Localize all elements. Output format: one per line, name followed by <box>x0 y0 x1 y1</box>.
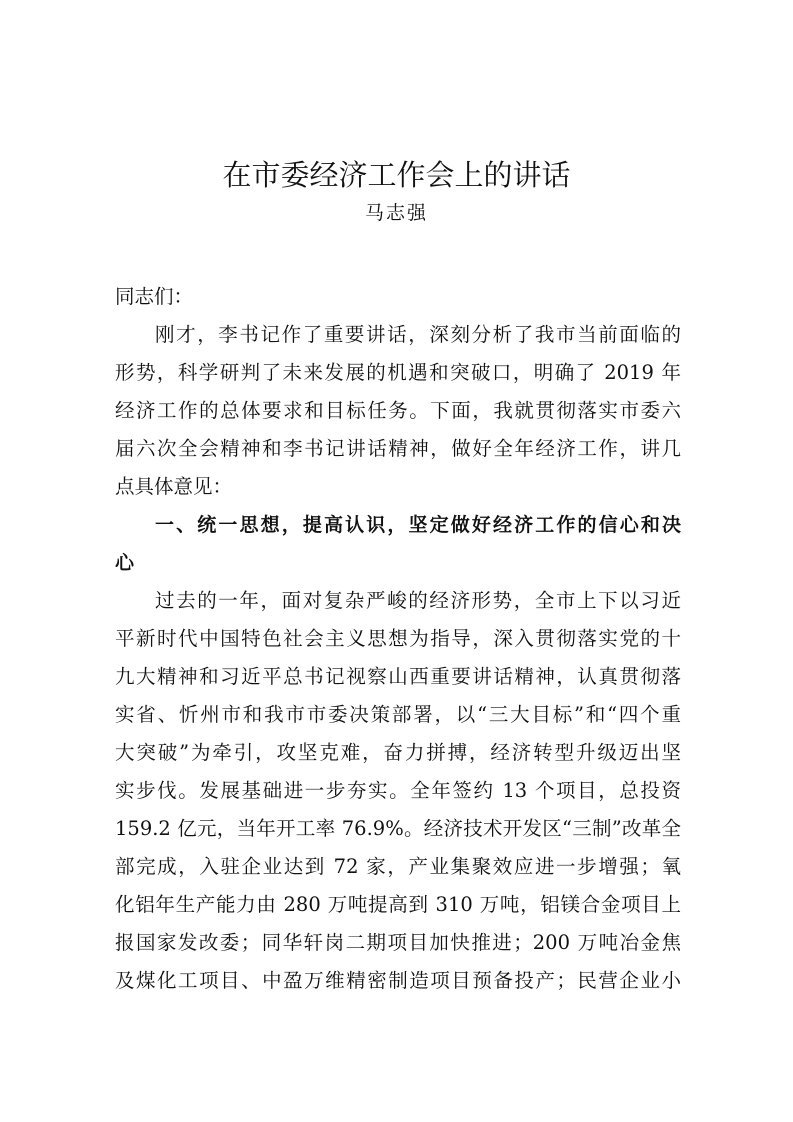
paragraph-line: 经济工作的总体要求和目标任务。下面，我就贯彻落实市委六 <box>115 399 681 422</box>
paragraph-line: 届六次全会精神和李书记讲话精神，做好全年经济工作，讲几 <box>115 437 681 460</box>
paragraph-line: 化铝年生产能力由 280 万吨提高到 310 万吨，铝镁合金项目上 <box>115 893 681 916</box>
paragraph-line: 点具体意见： <box>115 475 233 498</box>
paragraph-line: 部完成，入驻企业达到 72 家，产业集聚效应进一步增强；氧 <box>115 855 681 878</box>
paragraph-line: 刚才，李书记作了重要讲话，深刻分析了我市当前面临的 <box>155 323 681 346</box>
document-title: 在市委经济工作会上的讲话 <box>222 158 571 192</box>
paragraph-line: 大突破”为牵引，攻坚克难，奋力拼搏，经济转型升级迈出坚 <box>115 741 681 764</box>
paragraph-line: 九大精神和习近平总书记视察山西重要讲话精神，认真贯彻落 <box>115 665 681 688</box>
section-heading: 心 <box>115 552 135 574</box>
paragraph-line: 平新时代中国特色社会主义思想为指导，深入贯彻落实党的十 <box>115 627 681 650</box>
paragraph-line: 实步伐。发展基础进一步夯实。全年签约 13 个项目，总投资 <box>115 779 681 802</box>
document-body <box>115 281 681 1003</box>
paragraph-line: 过去的一年，面对复杂严峻的经济形势，全市上下以习近 <box>155 589 681 612</box>
paragraph-line: 及煤化工项目、中盈万维精密制造项目预备投产；民营企业小 <box>115 969 681 992</box>
paragraph-line: 报国家发改委；同华轩岗二期项目加快推进；200 万吨冶金焦 <box>115 931 681 954</box>
paragraph-line: 形势，科学研判了未来发展的机遇和突破口，明确了 2019 年 <box>115 361 681 384</box>
paragraph-line: 159.2 亿元，当年开工率 76.9%。经济技术开发区“三制”改革全 <box>115 817 681 840</box>
paragraph-line: 实省、忻州市和我市市委决策部署，以“三大目标”和“四个重 <box>115 703 681 726</box>
salutation: 同志们： <box>115 285 194 308</box>
section-heading: 一、统一思想，提高认识，坚定做好经济工作的信心和决 <box>155 514 681 536</box>
document-author: 马志强 <box>364 202 428 224</box>
